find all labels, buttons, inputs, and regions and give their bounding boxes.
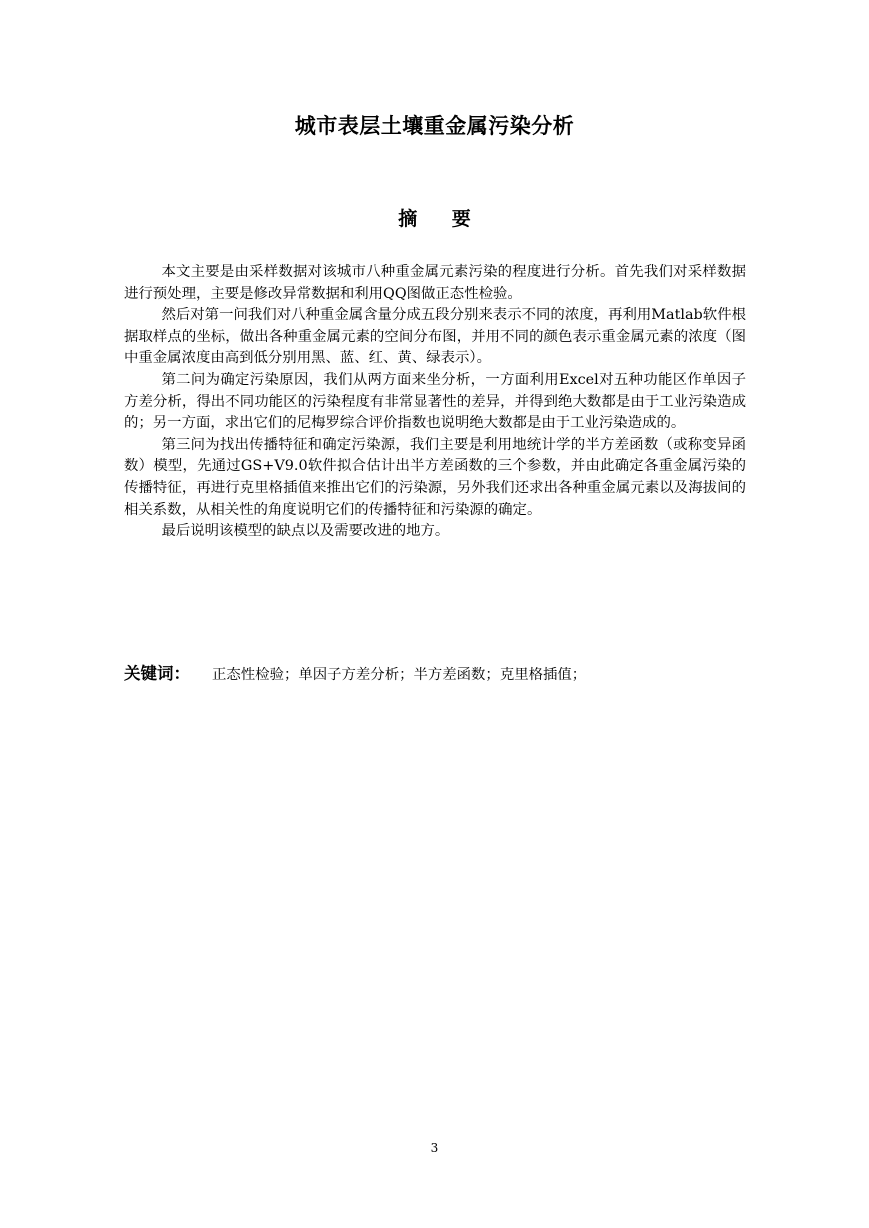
page-number: 3 — [430, 1141, 439, 1155]
abstract-body — [124, 262, 746, 543]
abstract-paragraph: 第三问为找出传播特征和确定污染源，我们主要是利用地统计学的半方差函数（或称变异函数）模型，先通过GS+V9.0软件拟合估计出半方差函数的三个参数，并由此确定各重金属污染的传播特征，再进行克里格插值来推出它们的污染源，另外我们还求出各种重金属元素以及海拔间的相关系数，从相关性的角度说明它们的传播特征和污染源的确定。 — [124, 436, 746, 518]
abstract-heading: 摘 要 — [398, 208, 485, 230]
abstract-paragraph: 第二问为确定污染原因，我们从两方面来坐分析，一方面利用Excel对五种功能区作单因子方差分析，得出不同功能区的污染程度有非常显著性的差异，并得到绝大数都是由于工业污染造成的；另一方面，求出它们的尼梅罗综合评价指数也说明绝大数都是由于工业污染造成的。 — [124, 371, 746, 432]
abstract-paragraph: 最后说明该模型的缺点以及需要改进的地方。 — [161, 523, 450, 540]
keywords-label: 关键词： — [124, 664, 190, 683]
abstract-paragraph: 然后对第一问我们对八种重金属含量分成五段分别来表示不同的浓度，再利用Matlab软件根据取样点的坐标，做出各种重金属元素的空间分布图，并用不同的颜色表示重金属元素的浓度（图中重金属浓度由高到低分别用黑、蓝、红、黄、绿表示）。 — [124, 307, 746, 367]
keywords-line — [124, 662, 746, 687]
abstract-paragraph: 本文主要是由采样数据对该城市八种重金属元素污染的程度进行分析。首先我们对采样数据进行预处理，主要是修改异常数据和利用QQ图做正态性检验。 — [124, 264, 746, 302]
document-title: 城市表层土壤重金属污染分析 — [294, 114, 575, 138]
keywords-text: 正态性检验；单因子方差分析；半方差函数；克里格插值； — [212, 667, 587, 683]
